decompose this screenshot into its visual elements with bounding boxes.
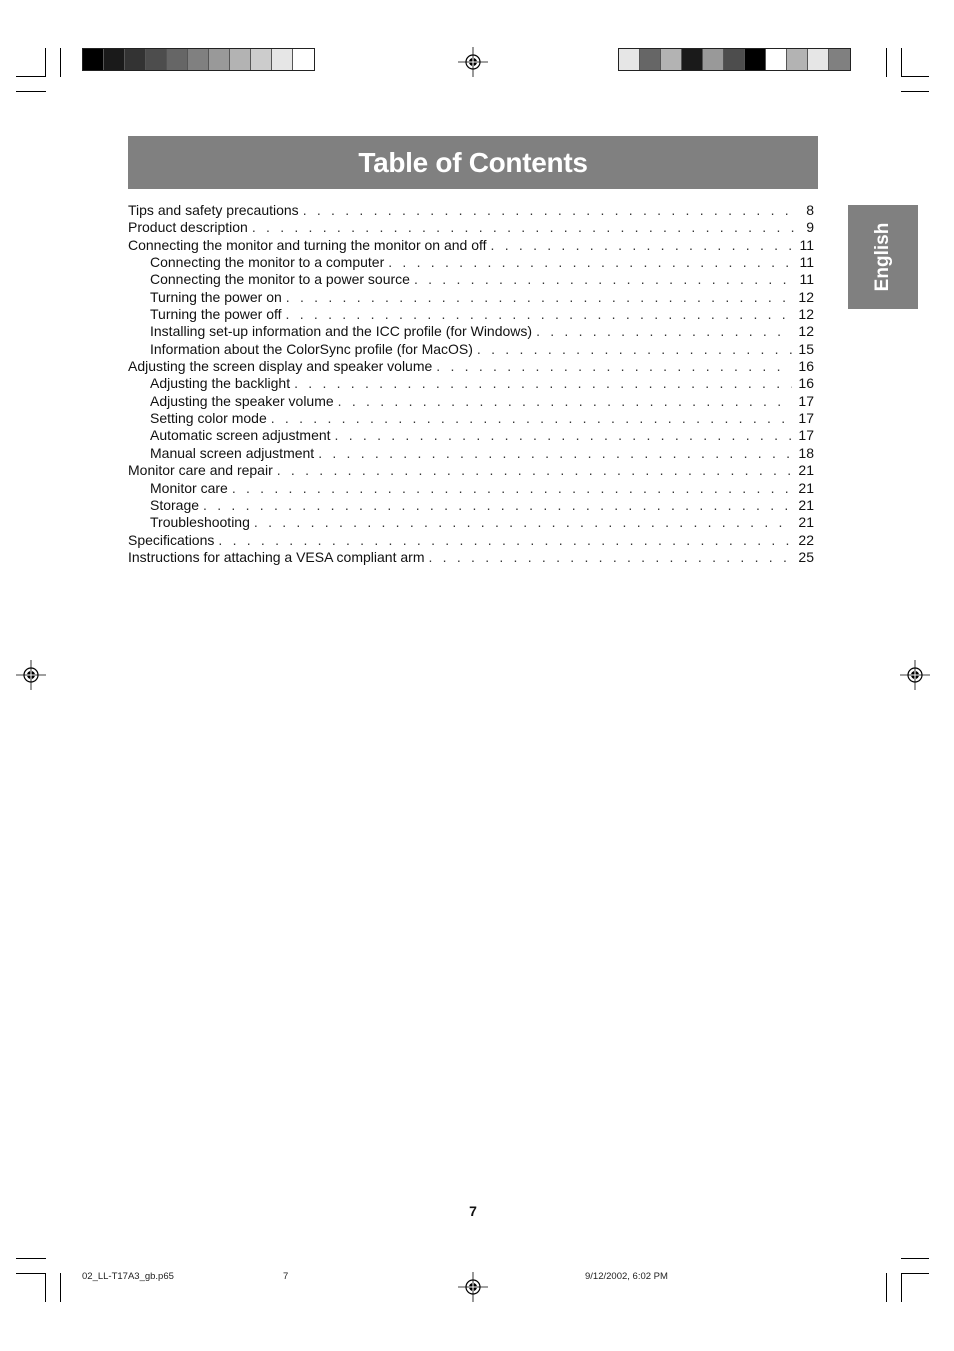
color-swatch — [661, 49, 682, 70]
toc-entry-title: Installing set-up information and the ICC profile (for Windows) — [150, 323, 533, 340]
toc-entry-page: 21 — [798, 514, 814, 531]
toc-entry[interactable] — [128, 358, 814, 375]
toc-entry[interactable] — [128, 237, 814, 254]
color-swatch — [83, 49, 104, 70]
toc-entry[interactable] — [128, 393, 814, 410]
toc-entry-page: 12 — [798, 288, 814, 305]
language-tab — [848, 205, 918, 309]
color-swatch — [293, 49, 314, 70]
toc-entry-page: 12 — [798, 306, 814, 323]
color-swatch — [272, 49, 293, 70]
toc-entry-title: Setting color mode — [150, 410, 267, 427]
crop-mark — [886, 48, 887, 77]
toc-leader-dots — [414, 271, 794, 288]
toc-leader-dots — [277, 462, 793, 479]
color-swatch — [619, 49, 640, 70]
color-bar-left — [82, 48, 315, 71]
toc-leader-dots — [477, 341, 793, 358]
toc-leader-dots — [303, 202, 801, 219]
toc-entry-title: Monitor care and repair — [128, 462, 273, 479]
color-swatch — [104, 49, 125, 70]
color-swatch — [251, 49, 272, 70]
color-swatch — [230, 49, 251, 70]
toc-leader-dots — [436, 358, 792, 375]
toc-leader-dots — [338, 393, 793, 410]
toc-entry-page: 22 — [798, 531, 814, 548]
color-swatch — [829, 49, 850, 70]
crop-mark — [60, 1273, 61, 1302]
toc-entry[interactable] — [128, 341, 814, 358]
toc-leader-dots — [318, 445, 792, 462]
registration-mark-icon — [458, 1272, 488, 1302]
crop-mark — [901, 1273, 929, 1274]
page-title-bar — [128, 136, 818, 189]
color-swatch — [167, 49, 188, 70]
toc-entry[interactable] — [128, 271, 814, 288]
toc-entry[interactable] — [128, 202, 814, 219]
color-swatch — [724, 49, 745, 70]
color-swatch — [787, 49, 808, 70]
toc-entry[interactable] — [128, 410, 814, 427]
registration-mark-icon — [900, 660, 930, 690]
toc-entry-page: 11 — [799, 236, 814, 253]
toc-list — [128, 202, 814, 566]
registration-mark-icon — [458, 47, 488, 77]
toc-leader-dots — [254, 514, 793, 531]
toc-entry-page: 15 — [798, 340, 814, 357]
color-swatch — [640, 49, 661, 70]
toc-entry[interactable] — [128, 462, 814, 479]
color-swatch — [146, 49, 167, 70]
toc-entry[interactable] — [128, 219, 814, 236]
toc-entry-page: 21 — [798, 479, 814, 496]
toc-leader-dots — [252, 219, 800, 236]
color-swatch — [808, 49, 829, 70]
color-swatch — [703, 49, 724, 70]
toc-entry-page: 17 — [798, 392, 814, 409]
toc-entry-page: 25 — [798, 548, 814, 565]
crop-mark — [60, 48, 61, 77]
toc-entry[interactable] — [128, 427, 814, 444]
color-swatch — [188, 49, 209, 70]
footer-timestamp: 9/12/2002, 6:02 PM — [585, 1271, 668, 1282]
toc-entry-title: Connecting the monitor and turning the monitor on and off — [128, 236, 487, 253]
crop-mark — [901, 1258, 929, 1259]
crop-mark — [901, 1273, 902, 1302]
toc-entry[interactable] — [128, 532, 814, 549]
toc-entry-page: 21 — [798, 496, 814, 513]
toc-entry-title: Instructions for attaching a VESA compliant arm — [128, 548, 425, 565]
toc-entry-title: Manual screen adjustment — [150, 444, 315, 461]
toc-entry[interactable] — [128, 323, 814, 340]
toc-entry-page: 16 — [798, 358, 814, 375]
toc-entry-title: Troubleshooting — [150, 514, 250, 531]
toc-entry-title: Information about the ColorSync profile (for MacOS) — [150, 340, 473, 357]
toc-leader-dots — [286, 306, 793, 323]
crop-mark — [901, 48, 902, 77]
toc-entry-page: 17 — [798, 427, 814, 444]
footer-file-name: 02_LL-T17A3_gb.p65 — [82, 1271, 174, 1282]
toc-entry[interactable] — [128, 254, 814, 271]
toc-entry-title: Automatic screen adjustment — [150, 427, 331, 444]
toc-entry-page: 8 — [806, 202, 814, 218]
toc-leader-dots — [218, 532, 792, 549]
crop-mark — [16, 1273, 46, 1274]
color-swatch — [745, 49, 766, 70]
toc-entry-title: Connecting the monitor to a power source — [150, 271, 410, 288]
toc-entry-title: Connecting the monitor to a computer — [150, 254, 385, 271]
toc-entry[interactable] — [128, 289, 814, 306]
page-number: 7 — [469, 1203, 477, 1219]
color-swatch — [125, 49, 146, 70]
toc-entry-title: Adjusting the screen display and speaker volume — [128, 358, 433, 375]
toc-entry-page: 18 — [798, 444, 814, 461]
toc-entry-page: 17 — [798, 410, 814, 427]
toc-entry-title: Product description — [128, 219, 248, 236]
registration-mark-icon — [16, 660, 46, 690]
toc-leader-dots — [286, 289, 793, 306]
toc-entry[interactable] — [128, 306, 814, 323]
toc-entry[interactable] — [128, 497, 814, 514]
toc-entry-title: Tips and safety precautions — [128, 202, 299, 218]
color-bar-right — [618, 48, 851, 71]
toc-entry-page: 21 — [798, 462, 814, 479]
color-swatch — [766, 49, 787, 70]
crop-mark — [45, 48, 46, 77]
language-tab-label: English — [872, 222, 893, 292]
footer-page: 7 — [283, 1271, 289, 1282]
toc-entry-title: Turning the power on — [150, 288, 282, 305]
toc-entry-page: 16 — [798, 375, 814, 392]
toc-entry-title: Storage — [150, 496, 200, 513]
toc-leader-dots — [491, 237, 794, 254]
crop-mark — [886, 1273, 887, 1302]
toc-entry[interactable] — [128, 375, 814, 392]
toc-leader-dots — [294, 375, 792, 392]
toc-entry-page: 12 — [798, 323, 814, 340]
crop-mark — [16, 91, 46, 92]
toc-leader-dots — [428, 549, 792, 566]
crop-mark — [16, 76, 46, 77]
toc-entry-title: Turning the power off — [150, 306, 282, 323]
crop-mark — [901, 91, 929, 92]
crop-mark — [16, 1258, 46, 1259]
crop-mark — [901, 76, 929, 77]
toc-entry-title: Specifications — [128, 531, 215, 548]
toc-leader-dots — [271, 410, 793, 427]
toc-entry-title: Monitor care — [150, 479, 228, 496]
toc-leader-dots — [536, 323, 792, 340]
toc-entry[interactable] — [128, 445, 814, 462]
toc-entry[interactable] — [128, 549, 814, 566]
toc-entry-title: Adjusting the speaker volume — [150, 392, 334, 409]
toc-entry-page: 11 — [799, 254, 814, 271]
toc-entry-title: Adjusting the backlight — [150, 375, 291, 392]
toc-entry[interactable] — [128, 480, 814, 497]
toc-leader-dots — [335, 427, 793, 444]
toc-entry-page: 9 — [806, 219, 814, 236]
page-title: Table of Contents — [358, 146, 588, 178]
color-swatch — [682, 49, 703, 70]
toc-entry[interactable] — [128, 514, 814, 531]
toc-leader-dots — [203, 497, 792, 514]
color-swatch — [209, 49, 230, 70]
toc-leader-dots — [388, 254, 793, 271]
toc-entry-page: 11 — [799, 271, 814, 288]
crop-mark — [45, 1273, 46, 1302]
toc-leader-dots — [232, 480, 793, 497]
